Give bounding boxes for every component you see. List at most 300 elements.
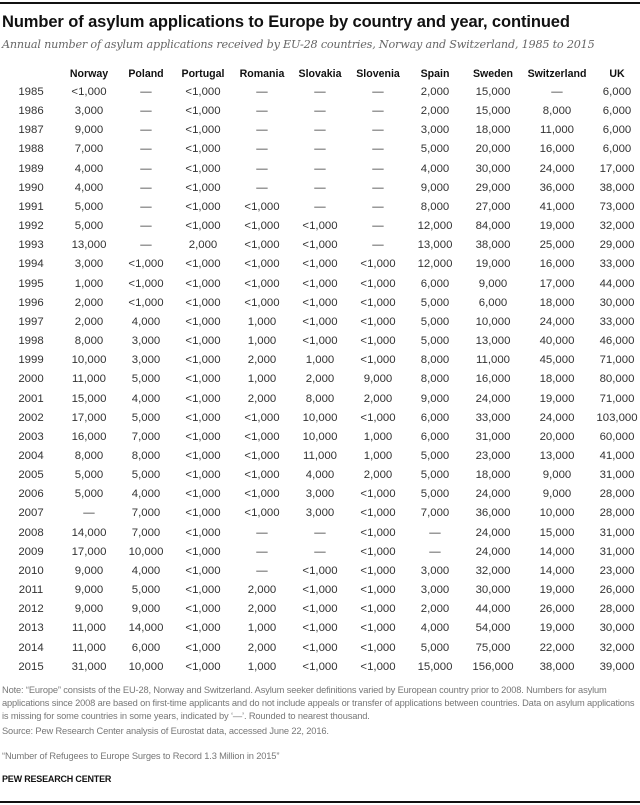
- table-cell: 3,000: [420, 564, 450, 577]
- table-cell: 11,000: [540, 124, 574, 137]
- table-cell: <1,000: [244, 258, 280, 271]
- table-cell: 3,000: [131, 354, 161, 367]
- table-cell: <1,000: [302, 220, 338, 233]
- table-row: [0, 140, 640, 159]
- table-row: [0, 619, 640, 638]
- table-cell: 24,000: [475, 545, 511, 558]
- table-cell: 32,000: [599, 220, 635, 233]
- table-cell: 8,000: [420, 354, 450, 367]
- table-cell: 4,000: [131, 315, 161, 328]
- table-cell: 3,000: [420, 584, 450, 597]
- table-cell: 3,000: [305, 488, 335, 501]
- table-cell: 4,000: [131, 392, 161, 405]
- table-cell: —: [256, 545, 268, 558]
- table-cell: 5,000: [420, 469, 450, 482]
- table-cell: <1,000: [360, 603, 396, 616]
- table-cell: 16,000: [539, 143, 575, 156]
- table-cell: 2,000: [247, 354, 277, 367]
- table-cell: 2,000: [247, 392, 277, 405]
- table-row: [0, 217, 640, 236]
- row-year-label: 2013: [18, 622, 44, 635]
- table-cell: <1,000: [302, 315, 338, 328]
- table-cell: 29,000: [599, 239, 635, 252]
- table-cell: 1,000: [247, 660, 277, 673]
- table-cell: <1,000: [185, 296, 221, 309]
- table-cell: <1,000: [185, 526, 221, 539]
- row-year-label: 1998: [18, 335, 44, 348]
- table-row: [0, 160, 640, 179]
- table-cell: <1,000: [360, 641, 396, 654]
- table-cell: 3,000: [131, 335, 161, 348]
- table-cell: 18,000: [539, 296, 575, 309]
- table-cell: 13,000: [417, 239, 453, 252]
- table-cell: 18,000: [539, 373, 575, 386]
- table-cell: 33,000: [475, 411, 511, 424]
- row-year-label: 2010: [18, 564, 44, 577]
- table-cell: —: [372, 143, 384, 156]
- table-cell: 2,000: [420, 603, 450, 616]
- table-cell: —: [372, 239, 384, 252]
- table-cell: —: [83, 507, 95, 520]
- table-row: [0, 485, 640, 504]
- table-cell: —: [140, 162, 152, 175]
- table-cell: 8,000: [542, 105, 572, 118]
- table-cell: <1,000: [185, 488, 221, 501]
- table-header-row: [0, 66, 640, 83]
- table-cell: 3,000: [305, 507, 335, 520]
- table-cell: <1,000: [185, 181, 221, 194]
- table-cell: —: [372, 162, 384, 175]
- table-cell: 5,000: [420, 315, 450, 328]
- table-cell: <1,000: [185, 258, 221, 271]
- table-cell: 9,000: [542, 469, 572, 482]
- table-cell: 31,000: [599, 545, 635, 558]
- row-year-label: 2005: [18, 469, 44, 482]
- row-year-label: 2011: [18, 584, 44, 597]
- table-cell: 8,000: [420, 200, 450, 213]
- table-body: [0, 83, 640, 677]
- table-cell: 24,000: [475, 392, 511, 405]
- table-cell: <1,000: [360, 564, 396, 577]
- table-cell: 31,000: [475, 430, 511, 443]
- column-header: Switzerland: [527, 68, 587, 80]
- table-cell: <1,000: [302, 277, 338, 290]
- row-year-label: 2008: [18, 526, 44, 539]
- table-cell: 7,000: [131, 526, 161, 539]
- table-row: [0, 236, 640, 255]
- table-cell: 71,000: [599, 354, 635, 367]
- table-cell: —: [256, 124, 268, 137]
- table-cell: 19,000: [539, 584, 575, 597]
- table-cell: 71,000: [599, 392, 635, 405]
- table-cell: 9,000: [74, 564, 104, 577]
- table-cell: <1,000: [244, 507, 280, 520]
- table-cell: 31,000: [71, 660, 107, 673]
- table-cell: 17,000: [599, 162, 635, 175]
- row-year-label: 1999: [18, 354, 44, 367]
- table-cell: 32,000: [475, 564, 511, 577]
- table-cell: —: [256, 105, 268, 118]
- table-cell: 6,000: [602, 86, 632, 98]
- table-row: [0, 102, 640, 121]
- table-cell: 46,000: [599, 335, 635, 348]
- table-cell: <1,000: [185, 105, 221, 118]
- table-cell: <1,000: [302, 660, 338, 673]
- table-cell: 5,000: [420, 488, 450, 501]
- table-cell: 7,000: [420, 507, 450, 520]
- table-cell: —: [372, 86, 384, 98]
- table-cell: <1,000: [360, 411, 396, 424]
- table-row: [0, 255, 640, 274]
- table-cell: 26,000: [599, 584, 635, 597]
- table-cell: 18,000: [475, 469, 511, 482]
- table-cell: 17,000: [71, 545, 107, 558]
- table-cell: <1,000: [360, 335, 396, 348]
- table-cell: 1,000: [363, 430, 393, 443]
- row-year-label: 1993: [18, 239, 44, 252]
- table-cell: <1,000: [302, 603, 338, 616]
- table-cell: 10,000: [71, 354, 107, 367]
- column-header: UK: [609, 68, 625, 80]
- source-note: Source: Pew Research Center analysis of Eurostat data, accessed June 22, 2016.: [2, 726, 329, 736]
- table-cell: 38,000: [475, 239, 511, 252]
- table-cell: 22,000: [539, 641, 575, 654]
- table-cell: 28,000: [599, 507, 635, 520]
- table-cell: 36,000: [475, 507, 511, 520]
- table-cell: 1,000: [363, 449, 393, 462]
- table-row: [0, 504, 640, 523]
- table-cell: —: [314, 200, 326, 213]
- table-cell: 9,000: [478, 277, 508, 290]
- table-cell: 11,000: [72, 373, 106, 386]
- table-cell: <1,000: [360, 545, 396, 558]
- table-row: [0, 179, 640, 198]
- table-cell: <1,000: [244, 488, 280, 501]
- table-cell: —: [314, 143, 326, 156]
- row-year-label: 2001: [18, 392, 44, 405]
- table-cell: 5,000: [74, 200, 104, 213]
- table-cell: —: [140, 124, 152, 137]
- table-cell: 2,000: [74, 315, 104, 328]
- table-row: [0, 600, 640, 619]
- table-cell: 15,000: [475, 105, 511, 118]
- row-year-label: 1989: [18, 162, 44, 175]
- table-cell: 9,000: [131, 603, 161, 616]
- table-cell: 26,000: [539, 603, 575, 616]
- table-cell: —: [314, 181, 326, 194]
- table-cell: 7,000: [131, 430, 161, 443]
- table-cell: 13,000: [475, 335, 511, 348]
- table-cell: 44,000: [475, 603, 511, 616]
- table-cell: <1,000: [302, 564, 338, 577]
- table-cell: 14,000: [539, 564, 575, 577]
- table-cell: <1,000: [360, 354, 396, 367]
- table-row: [0, 581, 640, 600]
- table-cell: 1,000: [74, 277, 104, 290]
- table-cell: 5,000: [420, 641, 450, 654]
- table-row: [0, 121, 640, 140]
- table-row: [0, 639, 640, 658]
- table-row: [0, 294, 640, 313]
- table-cell: <1,000: [185, 507, 221, 520]
- table-cell: 3,000: [74, 105, 104, 118]
- asylum-applications-table: [0, 66, 640, 677]
- table-cell: <1,000: [360, 296, 396, 309]
- table-row: [0, 83, 640, 102]
- page-title: Number of asylum applications to Europe by country and year, continued: [2, 13, 570, 31]
- row-year-label: 1988: [18, 143, 44, 156]
- table-cell: 5,000: [74, 469, 104, 482]
- table-cell: 41,000: [599, 449, 635, 462]
- table-cell: <1,000: [185, 143, 221, 156]
- table-cell: 6,000: [420, 411, 450, 424]
- table-cell: <1,000: [185, 469, 221, 482]
- table-cell: 4,000: [305, 469, 335, 482]
- brand-logo-text: PEW RESEARCH CENTER: [2, 774, 112, 784]
- table-cell: 11,000: [303, 449, 337, 462]
- row-year-label: 1996: [18, 296, 44, 309]
- table-cell: 8,000: [74, 449, 104, 462]
- table-cell: —: [314, 162, 326, 175]
- column-header: Norway: [69, 68, 109, 80]
- table-cell: 5,000: [420, 296, 450, 309]
- row-year-label: 1990: [18, 181, 44, 194]
- table-cell: 3,000: [74, 258, 104, 271]
- row-year-label: 2000: [18, 373, 44, 386]
- table-cell: <1,000: [185, 449, 221, 462]
- table-cell: 11,000: [72, 622, 106, 635]
- table-cell: 2,000: [74, 296, 104, 309]
- table-cell: 17,000: [539, 277, 575, 290]
- table-cell: <1,000: [128, 277, 164, 290]
- table-cell: 84,000: [475, 220, 511, 233]
- table-cell: 33,000: [599, 258, 635, 271]
- table-row: [0, 524, 640, 543]
- table-cell: —: [140, 105, 152, 118]
- table-cell: 5,000: [131, 411, 161, 424]
- table-cell: <1,000: [360, 526, 396, 539]
- table-cell: <1,000: [185, 392, 221, 405]
- table-cell: <1,000: [360, 315, 396, 328]
- table-cell: <1,000: [185, 200, 221, 213]
- row-year-label: 2012: [18, 603, 44, 616]
- table-cell: 16,000: [71, 430, 107, 443]
- table-cell: —: [256, 86, 268, 98]
- table-cell: 27,000: [475, 200, 511, 213]
- table-cell: —: [372, 200, 384, 213]
- table-cell: <1,000: [185, 564, 221, 577]
- table-cell: —: [140, 86, 152, 98]
- table-row: [0, 332, 640, 351]
- table-cell: —: [140, 181, 152, 194]
- table-cell: <1,000: [244, 411, 280, 424]
- table-cell: 6,000: [420, 430, 450, 443]
- table-cell: 15,000: [539, 526, 575, 539]
- table-cell: 32,000: [599, 641, 635, 654]
- table-cell: 1,000: [305, 354, 335, 367]
- table-cell: 2,000: [247, 641, 277, 654]
- table-cell: 12,000: [417, 258, 453, 271]
- table-cell: 5,000: [131, 373, 161, 386]
- table-cell: 23,000: [475, 449, 511, 462]
- table-cell: 1,000: [247, 315, 277, 328]
- table-cell: 39,000: [599, 660, 635, 673]
- table-cell: <1,000: [244, 277, 280, 290]
- table-cell: <1,000: [360, 584, 396, 597]
- table-cell: 38,000: [599, 181, 635, 194]
- table-cell: —: [429, 526, 441, 539]
- table-cell: 15,000: [417, 660, 453, 673]
- table-cell: 10,000: [302, 430, 338, 443]
- table-cell: <1,000: [185, 373, 221, 386]
- table-cell: 18,000: [475, 124, 511, 137]
- table-cell: 156,000: [472, 660, 514, 673]
- table-row: [0, 658, 640, 677]
- row-year-label: 1991: [18, 200, 44, 213]
- table-cell: —: [429, 545, 441, 558]
- table-cell: 8,000: [131, 449, 161, 462]
- table-cell: <1,000: [185, 411, 221, 424]
- table-row: [0, 466, 640, 485]
- table-cell: —: [372, 220, 384, 233]
- table-cell: 5,000: [420, 143, 450, 156]
- bottom-rule: [0, 801, 640, 803]
- table-cell: 11,000: [476, 354, 510, 367]
- table-cell: 4,000: [74, 162, 104, 175]
- table-cell: 2,000: [188, 239, 218, 252]
- table-cell: <1,000: [185, 162, 221, 175]
- table-cell: 60,000: [599, 430, 635, 443]
- table-cell: —: [256, 143, 268, 156]
- table-cell: 13,000: [539, 449, 575, 462]
- table-cell: —: [140, 200, 152, 213]
- table-cell: 4,000: [131, 564, 161, 577]
- top-rule: [0, 2, 640, 4]
- table-cell: 103,000: [596, 411, 638, 424]
- table-cell: <1,000: [360, 488, 396, 501]
- related-report-title: “Number of Refugees to Europe Surges to Record 1.3 Million in 2015”: [2, 751, 280, 761]
- table-cell: 5,000: [420, 449, 450, 462]
- column-header: Portugal: [181, 68, 225, 80]
- row-year-label: 1995: [18, 277, 44, 290]
- table-row: [0, 370, 640, 389]
- column-header: Slovenia: [356, 68, 400, 80]
- table-cell: <1,000: [185, 315, 221, 328]
- table-cell: 9,000: [74, 603, 104, 616]
- table-cell: —: [372, 181, 384, 194]
- table-cell: 44,000: [599, 277, 635, 290]
- table-cell: 31,000: [599, 526, 635, 539]
- table-cell: 4,000: [74, 181, 104, 194]
- table-cell: <1,000: [360, 277, 396, 290]
- table-cell: 10,000: [128, 545, 164, 558]
- column-header: Poland: [128, 68, 164, 80]
- table-cell: 30,000: [599, 296, 635, 309]
- table-cell: <1,000: [185, 660, 221, 673]
- table-cell: <1,000: [185, 603, 221, 616]
- table-cell: 38,000: [539, 660, 575, 673]
- table-row: [0, 275, 640, 294]
- table-cell: 9,000: [542, 488, 572, 501]
- table-cell: <1,000: [185, 86, 221, 98]
- table-row: [0, 351, 640, 370]
- table-cell: <1,000: [244, 469, 280, 482]
- table-cell: <1,000: [244, 449, 280, 462]
- table-cell: 9,000: [74, 584, 104, 597]
- row-year-label: 2015: [18, 660, 44, 673]
- row-year-label: 1994: [18, 258, 44, 271]
- table-cell: 5,000: [420, 335, 450, 348]
- table-cell: 30,000: [475, 584, 511, 597]
- table-cell: 10,000: [302, 411, 338, 424]
- table-row: [0, 447, 640, 466]
- table-cell: <1,000: [302, 296, 338, 309]
- table-cell: 29,000: [475, 181, 511, 194]
- footnote: Note: “Europe” consists of the EU-28, Norway and Switzerland. Asylum seeker definitions varied by European country prior to 2008. Numbers for asylum applications since 2008 are based on first-time applicants and do not include appeals or transfer of applications between countries. Data on asylum applications is missing for some countries in some years, indicated by ‘—’. Rounded to nearest thousand.: [2, 685, 635, 721]
- table-cell: <1,000: [185, 335, 221, 348]
- table-cell: 23,000: [599, 564, 635, 577]
- table-cell: <1,000: [360, 622, 396, 635]
- table-cell: 7,000: [74, 143, 104, 156]
- table-cell: 20,000: [539, 430, 575, 443]
- table-cell: —: [372, 124, 384, 137]
- table-cell: 3,000: [420, 124, 450, 137]
- column-header: Romania: [239, 68, 285, 80]
- table-cell: <1,000: [185, 584, 221, 597]
- column-header: Spain: [420, 68, 450, 80]
- table-cell: 24,000: [539, 411, 575, 424]
- table-cell: 19,000: [539, 622, 575, 635]
- table-cell: 5,000: [74, 220, 104, 233]
- table-cell: 5,000: [131, 584, 161, 597]
- table-cell: —: [140, 143, 152, 156]
- table-cell: 19,000: [539, 392, 575, 405]
- table-cell: —: [314, 105, 326, 118]
- table-cell: 2,000: [247, 584, 277, 597]
- table-cell: 9,000: [420, 181, 450, 194]
- table-cell: 7,000: [131, 507, 161, 520]
- table-cell: <1,000: [185, 622, 221, 635]
- table-cell: —: [140, 239, 152, 252]
- table-cell: 2,000: [247, 603, 277, 616]
- table-cell: <1,000: [302, 622, 338, 635]
- table-cell: <1,000: [185, 124, 221, 137]
- table-cell: 17,000: [71, 411, 107, 424]
- row-year-label: 2007: [18, 507, 44, 520]
- table-cell: 15,000: [71, 392, 107, 405]
- row-year-label: 1986: [18, 105, 44, 118]
- table-cell: —: [140, 220, 152, 233]
- row-year-label: 1985: [18, 86, 44, 98]
- table-cell: <1,000: [302, 335, 338, 348]
- table-cell: —: [372, 105, 384, 118]
- row-year-label: 2009: [18, 545, 44, 558]
- table-cell: 9,000: [363, 373, 393, 386]
- table-cell: <1,000: [128, 296, 164, 309]
- table-row: [0, 543, 640, 562]
- table-cell: <1,000: [360, 258, 396, 271]
- table-cell: 6,000: [602, 105, 632, 118]
- table-cell: 20,000: [475, 143, 511, 156]
- table-cell: 4,000: [420, 162, 450, 175]
- table-cell: <1,000: [244, 239, 280, 252]
- table-cell: —: [314, 545, 326, 558]
- table-cell: 19,000: [539, 220, 575, 233]
- page-subtitle: Annual number of asylum applications received by EU-28 countries, Norway and Switzerland, 1985 to 2015: [2, 38, 595, 51]
- table-cell: 80,000: [599, 373, 635, 386]
- table-cell: 33,000: [599, 315, 635, 328]
- row-year-label: 2006: [18, 488, 44, 501]
